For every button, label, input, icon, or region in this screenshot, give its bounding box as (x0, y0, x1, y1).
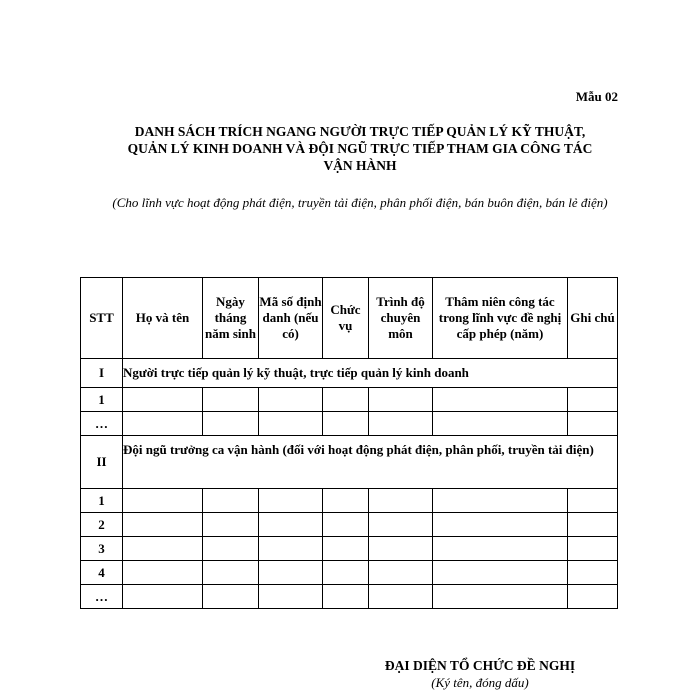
table-cell[interactable] (433, 412, 568, 436)
title-line-1: DANH SÁCH TRÍCH NGANG NGƯỜI TRỰC TIẾP QUẢN LÝ KỸ THUẬT, (134, 124, 586, 139)
table-cell[interactable] (259, 561, 323, 585)
table-row (81, 585, 618, 609)
table-cell[interactable] (323, 513, 369, 537)
table-cell[interactable] (123, 489, 203, 513)
section-row (81, 436, 618, 489)
row-number: … (81, 585, 123, 609)
table-cell[interactable] (259, 489, 323, 513)
table-row (81, 412, 618, 436)
table-cell[interactable] (369, 513, 433, 537)
table-cell[interactable] (203, 561, 259, 585)
table-cell[interactable] (568, 561, 618, 585)
table-cell[interactable] (369, 412, 433, 436)
table-cell[interactable] (323, 561, 369, 585)
table-cell[interactable] (323, 388, 369, 412)
table-cell[interactable] (433, 513, 568, 537)
table-cell[interactable] (433, 388, 568, 412)
table-cell[interactable] (369, 489, 433, 513)
table-cell[interactable] (259, 513, 323, 537)
table-cell[interactable] (568, 489, 618, 513)
table-cell[interactable] (259, 537, 323, 561)
table-cell[interactable] (259, 585, 323, 609)
section-label: Người trực tiếp quản lý kỹ thuật, trực tiếp quản lý kinh doanh (123, 359, 618, 388)
section-number: II (81, 436, 123, 489)
header-qualification: Trình độ chuyên môn (369, 278, 433, 359)
header-notes: Ghi chú (568, 278, 618, 359)
table-row (81, 489, 618, 513)
table-cell[interactable] (123, 561, 203, 585)
table-cell[interactable] (433, 537, 568, 561)
table-cell[interactable] (433, 489, 568, 513)
table-cell[interactable] (323, 537, 369, 561)
header-date-of-birth: Ngày tháng năm sinh (203, 278, 259, 359)
table-cell[interactable] (568, 585, 618, 609)
row-number: 1 (81, 388, 123, 412)
table-row (81, 537, 618, 561)
table-row (81, 388, 618, 412)
document-title (90, 123, 630, 174)
table-cell[interactable] (203, 585, 259, 609)
table-header-row (81, 278, 618, 359)
signature-note: (Ký tên, đóng dấu) (431, 675, 529, 690)
table-cell[interactable] (203, 513, 259, 537)
table-cell[interactable] (123, 388, 203, 412)
section-row (81, 359, 618, 388)
table-cell[interactable] (123, 585, 203, 609)
table-cell[interactable] (123, 537, 203, 561)
table-cell[interactable] (369, 537, 433, 561)
table-cell[interactable] (203, 489, 259, 513)
signature-org: ĐẠI DIỆN TỔ CHỨC ĐỀ NGHỊ (384, 658, 576, 673)
table-cell[interactable] (203, 537, 259, 561)
section-number: I (81, 359, 123, 388)
table-row (81, 513, 618, 537)
table-cell[interactable] (259, 388, 323, 412)
table-cell[interactable] (259, 412, 323, 436)
document-subtitle: (Cho lĩnh vực hoạt động phát điện, truyền tải điện, phân phối điện, bán buôn điện, bán lẻ điện) (112, 195, 608, 210)
section-label: Đội ngũ trưởng ca vận hành (đối với hoạt động phát điện, phân phối, truyền tải điện) (123, 436, 618, 489)
table-cell[interactable] (203, 388, 259, 412)
title-line-2: QUẢN LÝ KINH DOANH VÀ ĐỘI NGŨ TRỰC TIẾP THAM GIA CÔNG TÁC (127, 141, 593, 156)
header-full-name: Họ và tên (123, 278, 203, 359)
header-id-code: Mã số định danh (nếu có) (259, 278, 323, 359)
row-number: 3 (81, 537, 123, 561)
table-cell[interactable] (433, 561, 568, 585)
table-cell[interactable] (568, 412, 618, 436)
table-row (81, 561, 618, 585)
table-cell[interactable] (203, 412, 259, 436)
table-cell[interactable] (568, 537, 618, 561)
row-number: 2 (81, 513, 123, 537)
table-cell[interactable] (323, 585, 369, 609)
title-line-3: VẬN HÀNH (323, 158, 397, 173)
table-cell[interactable] (323, 412, 369, 436)
header-seniority: Thâm niên công tác trong lĩnh vực đề nghị cấp phép (năm) (433, 278, 568, 359)
row-number: 4 (81, 561, 123, 585)
table-cell[interactable] (123, 513, 203, 537)
form-code: Mẫu 02 (575, 89, 618, 104)
row-number: … (81, 412, 123, 436)
table-cell[interactable] (123, 412, 203, 436)
table-cell[interactable] (568, 513, 618, 537)
header-position: Chức vụ (323, 278, 369, 359)
signature-block (330, 657, 630, 691)
table-cell[interactable] (369, 388, 433, 412)
table-cell[interactable] (433, 585, 568, 609)
personnel-table (80, 277, 618, 609)
header-stt: STT (81, 278, 123, 359)
table-cell[interactable] (568, 388, 618, 412)
table-cell[interactable] (323, 489, 369, 513)
row-number: 1 (81, 489, 123, 513)
table-cell[interactable] (369, 561, 433, 585)
table-cell[interactable] (369, 585, 433, 609)
